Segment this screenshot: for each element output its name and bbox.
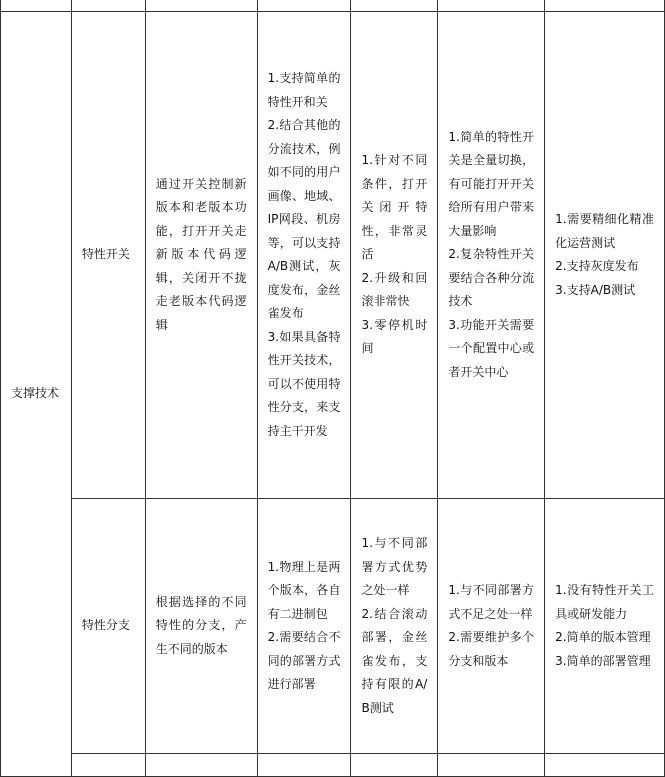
requirements-cell xyxy=(545,12,665,499)
implementation-item: 1.支持简单的特性开和关 xyxy=(267,71,341,109)
table-row-partial-bottom xyxy=(1,754,665,777)
requirements-cell xyxy=(545,499,665,754)
implementation-cell xyxy=(257,499,351,754)
advantage-item: 1.针对不同条件，打开关闭开特性，非常灵活 xyxy=(361,153,428,262)
advantage-item: 3.零停机时间 xyxy=(361,317,428,356)
technique-name-cell: 特性开关 xyxy=(71,12,145,499)
advantage-item: 2.升级和回滚非常快 xyxy=(361,270,428,309)
description-cell: 根据选择的不同特性的分支，产生不同的版本 xyxy=(145,499,257,754)
requirement-item: 2.简单的版本管理 xyxy=(555,630,651,644)
table-row xyxy=(1,499,665,754)
technique-name-cell: 特性分支 xyxy=(71,499,145,754)
disadvantages-cell xyxy=(438,499,545,754)
requirement-item: 2.支持灰度发布 xyxy=(555,259,639,273)
requirement-item: 1.没有特性开关工具或研发能力 xyxy=(555,583,654,621)
advantages-cell xyxy=(351,499,438,754)
disadvantages-cell xyxy=(438,12,545,499)
disadvantage-item: 2.复杂特性开关要结合各种分流技术 xyxy=(448,247,535,309)
implementation-item: 3.如果具备特性开关技术，可以不使用特性分支，来支持主干开发 xyxy=(267,329,341,438)
disadvantage-item: 2.需要维护多个分支和版本 xyxy=(448,630,535,668)
requirement-item: 3.简单的部署管理 xyxy=(555,653,651,668)
implementation-item: 2.结合其他的分流技术，例如不同的用户画像、地域、IP网段、机房等，可以支持A/B测试，灰度发布，金丝雀发布 xyxy=(267,118,341,320)
table-row xyxy=(1,12,665,499)
disadvantage-item: 3.功能开关需要一个配置中心或者开关中心 xyxy=(448,317,535,379)
advantages-cell xyxy=(351,12,438,499)
advantage-item: 1.与不同部署方式优势之处一样 xyxy=(361,536,428,597)
disadvantage-item: 1.与不同部署方式不足之处一样 xyxy=(448,583,535,621)
disadvantage-item: 1.简单的特性开关是全量切换，有可能打开开关给所有用户带来大量影响 xyxy=(448,129,535,238)
advantage-item: 2.结合滚动部署，金丝雀发布，支持有限的A/B测试 xyxy=(361,606,428,715)
table-row-partial-top xyxy=(1,0,665,12)
description-cell: 通过开关控制新版本和老版本功能，打开开关走新版本代码逻辑，关闭开不拢走老版本代码逻辑 xyxy=(145,12,257,499)
category-cell: 支撑技术 xyxy=(1,12,72,777)
requirement-item: 1.需要精细化精准化运营测试 xyxy=(555,212,654,250)
implementation-cell xyxy=(257,12,351,499)
implementation-item: 2.需要结合不同的部署方式进行部署 xyxy=(267,630,341,691)
implementation-item: 1.物理上是两个版本，各自有二进制包 xyxy=(267,559,341,621)
requirement-item: 3.支持A/B测试 xyxy=(555,282,636,297)
